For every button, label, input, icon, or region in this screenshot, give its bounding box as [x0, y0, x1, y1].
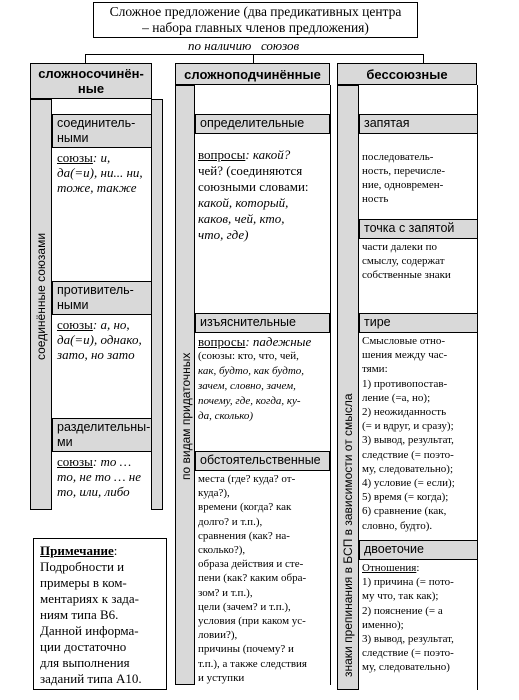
header-compound: сложносочинён- ные — [30, 63, 152, 99]
compound-disjunctive-body: союзы: то … то, не то … не то, или, либо — [57, 454, 142, 499]
asyndetic-dash-header: тире — [359, 313, 478, 333]
compound-disjunctive-header: разделительны- ми — [52, 418, 152, 452]
coord-side-label: соединённые союзами — [34, 232, 48, 360]
complex-adverbial-body: места (где? куда? от- куда?), времени (когда? как долго? и т.п.), сравнения (как? на- сколько?), образа действия и сте- пени (как? каким обра- зом? и т.п.), цели (зачем? и т.п.), условия (при каком ус- ловии?), причины (почему? и т.п.), а также следствия и уступки — [198, 473, 307, 684]
compound-conjunctive-header: соединитель- ными — [52, 114, 152, 148]
title-line-1: Сложное предложение (два предикативных центра — [109, 4, 402, 19]
compound-conjunctive-body: союзы: и, да(=и), ни... ни, тоже, также — [57, 150, 143, 195]
asyndetic-comma-header: запятая — [359, 114, 478, 134]
compound-adversative-header: противитель- ными — [52, 281, 152, 315]
complex-adverbial-header: обстоятельственные — [195, 451, 330, 471]
title-line-2: – набора главных членов предложения) — [142, 20, 369, 35]
complex-explanatory-header: изъяснительные — [195, 313, 330, 333]
title-box — [93, 2, 418, 38]
asyndetic-colon-header: двоеточие — [359, 540, 478, 560]
note-title: Примечание — [40, 543, 114, 558]
header-complex: сложноподчинённые — [175, 63, 330, 85]
header-asyndetic: бессоюзные — [337, 63, 477, 85]
top-connector — [85, 54, 423, 55]
asyndetic-comma-body: последователь- ность, перечисле- ние, одновремен- ность — [362, 151, 446, 205]
asyndetic-semicolon-body: части далеки по смыслу, содержат собственные знаки — [362, 241, 451, 281]
asyndetic-dash-body: Смысловые отно- шения между час- тями: 1) противопостав- ление (=а, но); 2) неожиданность (= и вдруг, и сразу); 3) вывод, результат, следствие (= поэто- му, следовательно); 4) условие (= если); 5) время (= когда); 6) сравнение (как, словно, будто). — [362, 335, 455, 532]
compound-adversative-body: союзы: а, но, да(=и), однако, зато, но зато — [57, 317, 142, 362]
bsp-side-label: знаки препинания в БСП в зависимости от смысла — [341, 393, 355, 677]
subord-side-label: по видам придаточных — [179, 352, 193, 480]
complex-explanatory-body: вопросы: падежные (союзы: кто, что, чей, как, будто, как будто, зачем, словно, зачем, почему, где, когда, ку- да, сколько) — [198, 334, 312, 422]
note-box: Примечание: Подробности и примеры в ком- ментариях к зада- ниям типа B6. Данной информа- ции достаточно для выполнения заданий типа A10. — [33, 538, 167, 690]
complex-attributive-body: вопросы: какой? чей? (соединяются союзными словами: какой, который, каков, чей, кто, что, где) — [198, 147, 309, 242]
asyndetic-colon-body: Отношения: 1) причина (= пото- му что, так как); 2) пояснение (= а именно); 3) вывод, результат, следствие (= поэто- му, следовательно) — [362, 562, 454, 674]
by-unions-label: по наличию союзов — [188, 38, 300, 53]
asyndetic-semicolon-header: точка с запятой — [359, 219, 478, 239]
complex-attributive-header: определительные — [195, 114, 330, 134]
